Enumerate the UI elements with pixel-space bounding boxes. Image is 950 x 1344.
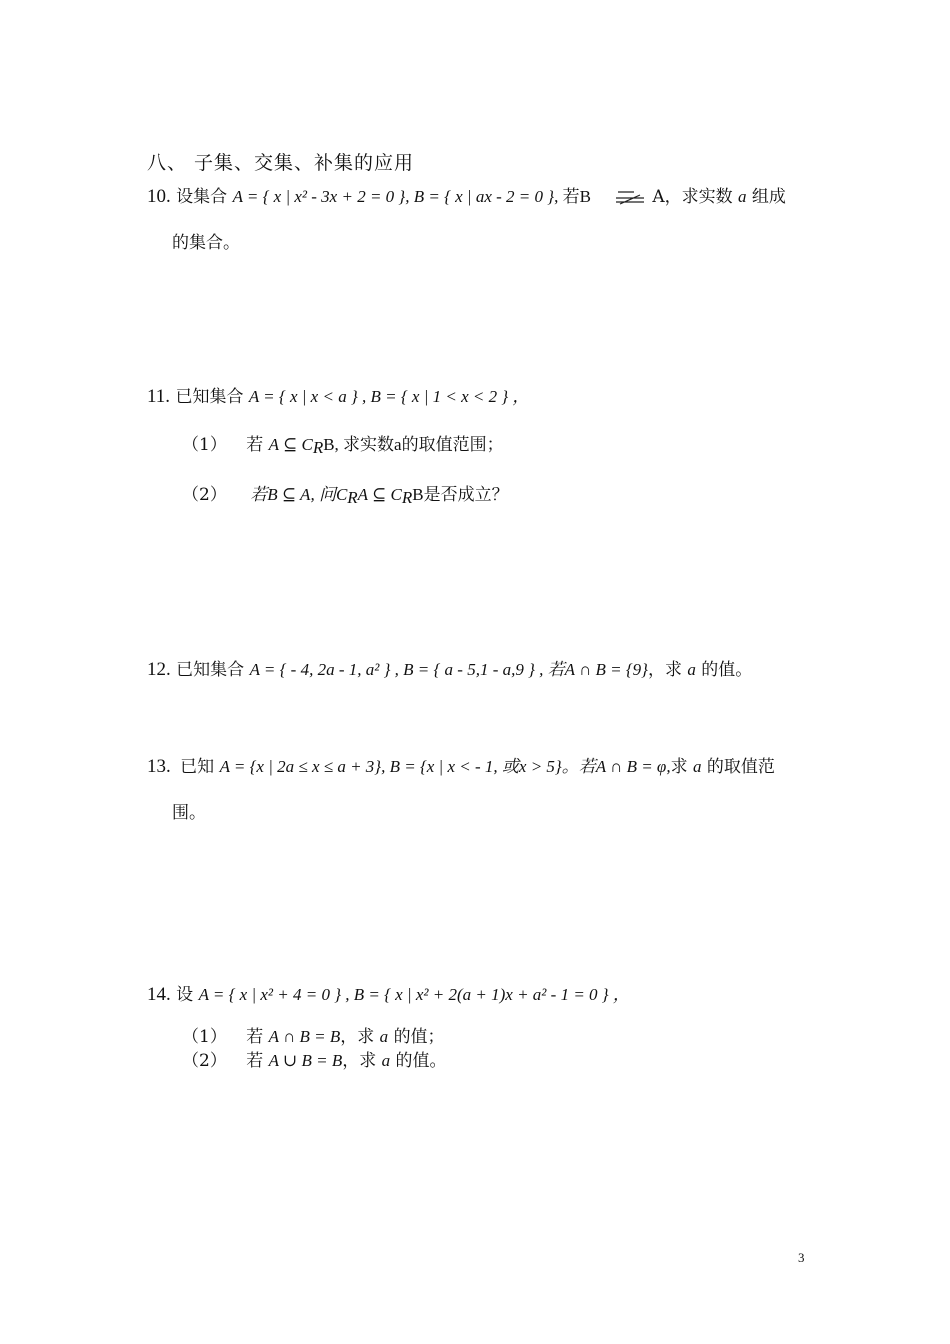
q13-end: 的取值范 xyxy=(706,757,775,777)
q14-p1-math: A ∩ B = B xyxy=(268,1027,341,1046)
q11-p1-sub: R xyxy=(312,438,324,457)
q11-p1-math: A ⊆ C xyxy=(268,435,313,454)
q12-lead: 已知集合 xyxy=(176,660,245,680)
q10-condition: , 若B xyxy=(554,187,591,206)
q11-p1-rest: B, 求实数a的取值范围； xyxy=(323,435,504,454)
question-13 xyxy=(147,752,775,778)
q14-p2-label: （2） xyxy=(182,1051,227,1071)
q14-number: 14. xyxy=(147,984,171,1005)
q14-p2-variable: a xyxy=(381,1051,391,1070)
q11-p2-math-b: A ⊆ C xyxy=(357,485,402,504)
question-10 xyxy=(147,182,786,208)
q12-tail: ，求 xyxy=(647,660,682,680)
page-number: 3 xyxy=(798,1250,805,1265)
q11-p1-label: （1） xyxy=(182,435,227,455)
q11-sets: A = { x | x < a } , B = { x | 1 < x < 2 } ， xyxy=(248,387,530,406)
q11-p2-math-a: 若B ⊆ A, 问C xyxy=(250,485,348,504)
q11-p2-sub2: R xyxy=(401,488,413,507)
q13-tail: 求 xyxy=(670,757,688,777)
q10-line2: 的集合。 xyxy=(172,233,240,253)
q14-part-2 xyxy=(182,1046,447,1071)
q14-p1-rest: ，求 xyxy=(340,1027,375,1047)
q11-part-2 xyxy=(182,480,509,505)
section-title: 八、 子集、交集、补集的应用 xyxy=(147,152,415,174)
question-12 xyxy=(147,655,752,681)
q10-variable: a xyxy=(738,187,747,206)
q14-p2-rest: ，求 xyxy=(342,1051,377,1071)
q14-p1-end: 的值； xyxy=(393,1027,445,1047)
q12-number: 12. xyxy=(147,659,171,680)
q11-p2-sub1: R xyxy=(347,488,358,507)
q10-lead: 设集合 xyxy=(176,187,228,207)
q13-sets: A = {x | 2a ≤ x ≤ a + 3}, B = {x | x < - 1, 或x > 5}。若A ∩ B = φ, xyxy=(219,757,671,776)
q10-set-a: A = { x | x² - 3x + 2 = 0 } xyxy=(232,187,406,206)
q11-part-1 xyxy=(182,430,504,455)
proper-subset-icon xyxy=(610,189,650,205)
q12-end: 的值。 xyxy=(701,660,753,680)
q10-end: 组成 xyxy=(751,187,786,207)
q14-part-1 xyxy=(182,1022,445,1047)
question-14 xyxy=(147,980,630,1006)
q14-sets: A = { x | x² + 4 = 0 } , B = { x | x² + 2(a + 1)x + a² - 1 = 0 } ， xyxy=(198,985,630,1004)
question-11 xyxy=(147,382,529,408)
q14-p1-variable: a xyxy=(379,1027,389,1046)
q13-number: 13. xyxy=(147,756,171,777)
q13-line2: 围。 xyxy=(172,803,206,823)
q11-lead: 已知集合 xyxy=(175,387,244,407)
q14-p1-label: （1） xyxy=(182,1027,227,1047)
q14-p2-text: 若 xyxy=(246,1051,264,1071)
q11-number: 11. xyxy=(147,386,171,407)
q10-number: 10. xyxy=(147,186,171,207)
q11-p2-label: （2） xyxy=(182,485,227,505)
q14-p2-math: A ∪ B = B xyxy=(268,1051,343,1070)
q14-p1-text: 若 xyxy=(246,1027,264,1047)
q11-p1-text: 若 xyxy=(246,435,264,455)
q13-lead: 已知 xyxy=(180,757,215,777)
q12-variable: a xyxy=(687,660,696,679)
q10-tail: A，求实数 xyxy=(652,187,733,207)
q14-lead: 设 xyxy=(176,985,194,1005)
q11-p2-rest: B是否成立？ xyxy=(412,485,509,504)
q10-set-b: , B = { x | ax - 2 = 0 } xyxy=(405,187,555,206)
q14-p2-end: 的值。 xyxy=(395,1051,447,1071)
q13-variable: a xyxy=(693,757,702,776)
q12-sets: A = { - 4, 2a - 1, a² } , B = { a - 5,1 - a,9 } , 若A ∩ B = {9} xyxy=(249,660,648,679)
